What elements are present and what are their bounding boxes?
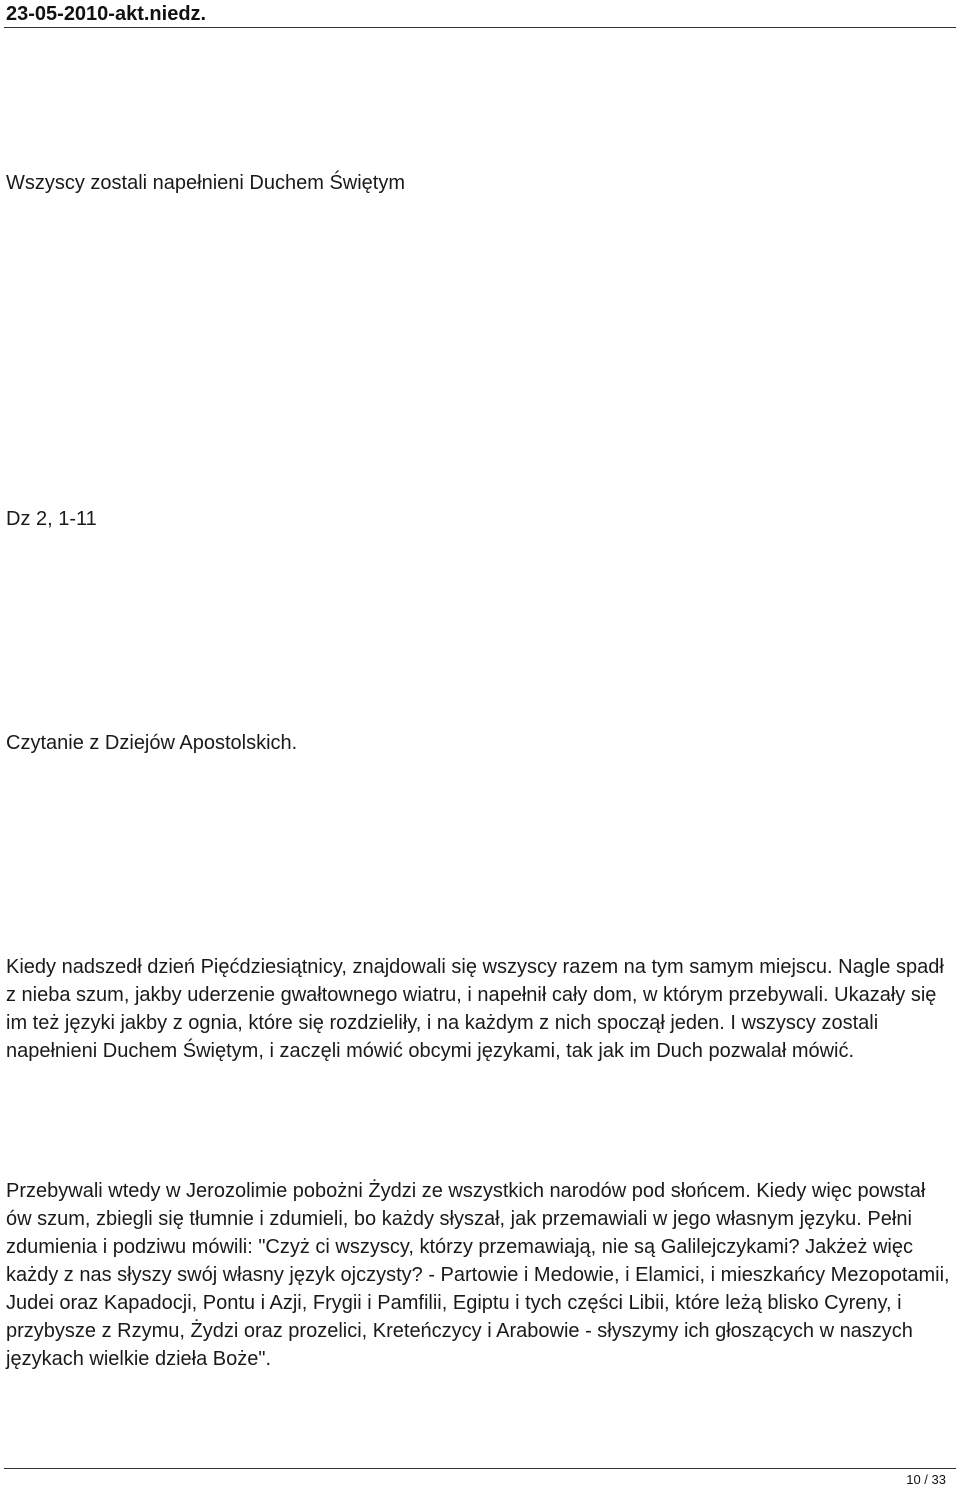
paragraph: Kiedy nadszedł dzień Pięćdziesiątnicy, znajdowali się wszyscy razem na tym samym miejscu. Nagle spadł z nieba szum, jakby uderzenie gwałtownego wiatru, i napełnił cały dom, w którym przebywali. Ukazały się im też języki jakby z ognia, które się rozdzieliły, i na każdym z nich spoczął jeden. I wszyscy zostali napełnieni Duchem Świętym, i zaczęli mówić obcymi językami, tak jak im Duch pozwalał mówić.	[6, 956, 944, 1062]
reading-title: Czytanie z Dziejów Apostolskich.	[6, 732, 298, 754]
scripture-reference: Dz 2, 1-11	[6, 508, 97, 530]
footer-divider	[4, 1468, 956, 1469]
page-number: 10 / 33	[906, 1472, 946, 1487]
reading-heading: Wszyscy zostali napełnieni Duchem Świętym	[6, 172, 406, 194]
header-divider	[4, 27, 956, 28]
paragraph: Przebywali wtedy w Jerozolimie pobożni Żydzi ze wszystkich narodów pod słońcem. Kiedy więc powstał ów szum, zbiegli się tłumnie i zdumieli, bo każdy słyszał, jak przemawiali w jego własnym języku. Pełni zdumienia i podziwu mówili: "Czyż ci wszyscy, którzy przemawiają, nie są Galilejczykami? Jakżeż więc każdy z nas słyszy swój własny język ojczysty? - Partowie i Medowie, i Elamici, i mieszkańcy Mezopotamii, Judei oraz Kapadocji, Pontu i Azji, Frygii i Pamfilii, Egiptu i tych części Libii, które leżą blisko Cyreny, i przybysze z Rzymu, Żydzi oraz prozelici, Kreteńczycy i Arabowie - słyszymy ich głoszących w naszych językach wielkie dzieła Boże".	[6, 1180, 950, 1370]
document-header-title: 23-05-2010-akt.niedz.	[6, 3, 207, 25]
